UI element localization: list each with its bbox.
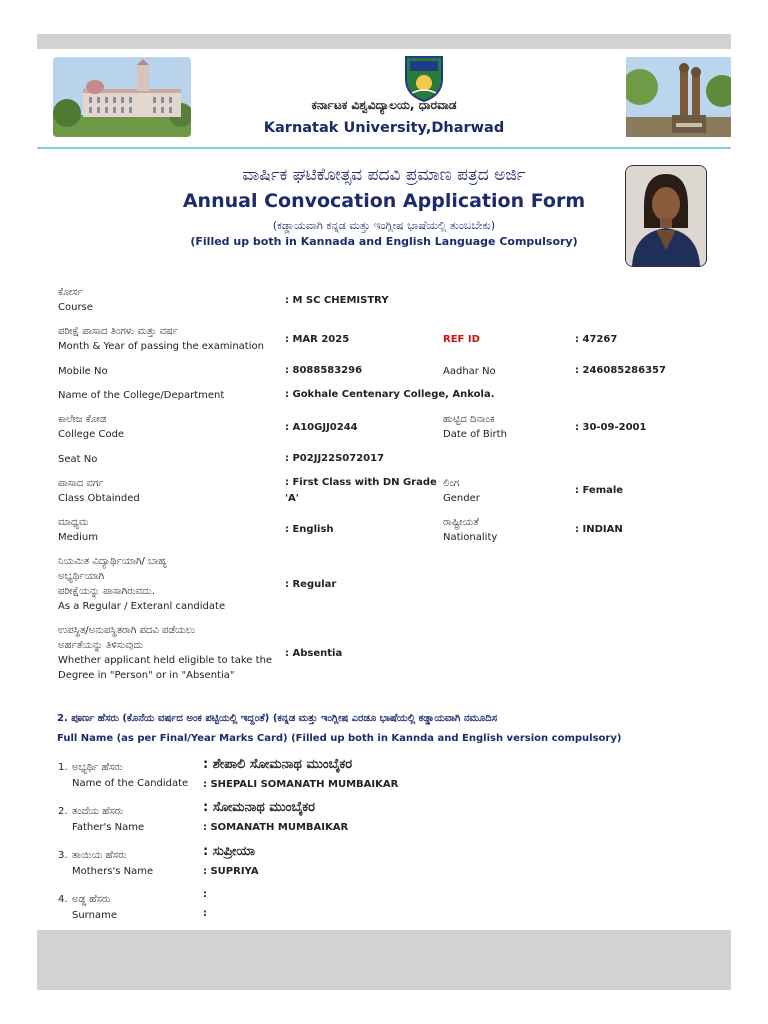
ref-id-label: REF ID [443, 334, 480, 345]
form-title-english: Annual Convocation Application Form [182, 190, 586, 212]
university-logo [402, 53, 446, 103]
nationality-value: : INDIAN [575, 524, 623, 535]
absentia-value: : Absentia [285, 648, 343, 659]
name-item-number: 4. [58, 894, 68, 905]
aadhar-value: : 246085286357 [575, 365, 666, 376]
candidate-name-kannada: : ಶೇಪಾಲಿ ಸೋಮನಾಥ ಮುಂಬೈಕರ [203, 757, 353, 772]
father-name-english: : SOMANATH MUMBAIKAR [203, 822, 349, 833]
mother-name-label: ತಾಯಿಯ ಹೆಸರು Mothers's Name [72, 850, 154, 877]
form-title-kannada: ವಾರ್ಷಿಕ ಘಟಿಕೋತ್ಸವ ಪದವಿ ಪ್ರಮಾಣ ಪತ್ರದ ಅರ್ಜಿ [242, 165, 526, 185]
class-label: ಪಾಸಾದ ವರ್ಗ Class Obtainded [58, 478, 140, 504]
father-name-label: ತಂದೆಯ ಹೆಸರು Father's Name [72, 806, 145, 833]
mother-name-kannada: : ಸುಪ್ರೀಯಾ [203, 844, 255, 859]
top-gray-band [37, 34, 731, 49]
medium-label: ಮಾಧ್ಯಮ Medium [58, 517, 98, 543]
course-label: ಕೋರ್ಸ Course [58, 287, 93, 313]
application-form-page [37, 49, 731, 930]
regular-label: ನಿಯಮಿತ ವಿದ್ಯಾರ್ಥಿಯಾಗಿ/ ಬಾಹ್ಯ ಅಭ್ಯರ್ಥಿಯಾಗಿ ಪರೀಕ್ಷೆಯನ್ನು ಪಾಸಾಗಿರುವದು. As a Regular / Exteranl candidate [58, 556, 226, 612]
header-divider [37, 147, 731, 149]
name-item-number: 2. [58, 806, 68, 817]
mobile-value: : 8088583296 [285, 365, 363, 376]
nationality-label: ರಾಷ್ಟ್ರೀಯತೆ Nationality [443, 517, 498, 543]
form-subtitle-kannada: (ಕಡ್ಡಾಯವಾಗಿ ಕನ್ನಡ ಮತ್ತು ಇಂಗ್ಲೀಷ ಭಾಷೆಯಲ್ಲಿ ತುಂಬಬೇಕು) [272, 219, 496, 232]
seat-no-label: Seat No [58, 454, 98, 465]
class-value: : First Class with DN Grade 'A' [285, 477, 437, 504]
name-item-number: 1. [58, 762, 68, 773]
absentia-label: ಉಪಸ್ಥಿತ/ಅನುಪಸ್ಥಿತರಾಗಿ ಪದವಿ ಪಡೆಯಲು ಅರ್ಹತೆಯನ್ನು ತಿಳಿಸುವುದು Whether applicant held eligible to take the Degree in "Person" or in "Absentia" [58, 625, 273, 681]
regular-value: : Regular [285, 579, 337, 590]
candidate-name-label: ಅಭ್ಯರ್ಥಿ ಹೆಸರು Name of the Candidate [72, 762, 189, 789]
gender-value: : Female [575, 485, 624, 496]
mobile-label: Mobile No [58, 366, 108, 377]
college-code-label: ಕಾಲೇಜ ಕೋಡ College Code [58, 414, 125, 440]
college-name-value: : Gokhale Centenary College, Ankola. [285, 389, 495, 400]
form-subtitle-english: (Filled up both in Kannada and English Language Compulsory) [190, 235, 578, 248]
university-name-kannada: ಕರ್ನಾಟಕ ವಿಶ್ವವಿದ್ಯಾಲಯ, ಧಾರವಾಡ [311, 98, 457, 112]
dob-value: : 30-09-2001 [575, 422, 647, 433]
college-code-value: : A10GJJ0244 [285, 422, 358, 433]
surname-english: : [203, 908, 207, 919]
mother-name-english: : SUPRIYA [203, 866, 259, 877]
candidate-name-english: : SHEPALI SOMANATH MUMBAIKAR [203, 779, 399, 790]
aadhar-label: Aadhar No [443, 366, 496, 377]
section2-heading-kannada: 2. ಪೂರ್ಣ ಹೆಸರು (ಕೊನೆಯ ವರ್ಷದ ಅಂಕ ಪಟ್ಟಿಯಲ್ಲಿ ಇದ್ದಂತೆ) (ಕನ್ನಡ ಮತ್ತು ಇಂಗ್ಲೀಷ ಎರಡೂ ಭಾಷೆಯಲ್ಲಿ ಕಡ್ಡಾಯವಾಗಿ ನಮೂದಿಸ [57, 713, 498, 724]
seat-no-value: : P02JJ22S072017 [285, 453, 385, 464]
surname-label: ಅಡ್ಡ ಹೆಸರು Surname [72, 894, 117, 921]
college-name-label: Name of the College/Department [58, 390, 225, 401]
gender-label: ಲಿಂಗ Gender [443, 478, 480, 504]
month-year-value: : MAR 2025 [285, 334, 350, 345]
course-value: : M SC CHEMISTRY [285, 295, 389, 306]
name-item-number: 3. [58, 850, 68, 861]
father-name-kannada: : ಸೋಮನಾಥ ಮುಂಬೈಕರ [203, 800, 316, 815]
bottom-gray-band [37, 930, 731, 990]
applicant-photo [625, 165, 707, 267]
university-name-english: Karnatak University,Dharwad [263, 120, 505, 136]
ref-id-value: : 47267 [575, 334, 618, 345]
month-year-label: ಪರೀಕ್ಷೆ ಪಾಸಾದ ತಿಂಗಳು ಮತ್ತು ವರ್ಷ Month & Year of passing the examination [58, 326, 264, 352]
surname-kannada: : [203, 889, 207, 900]
dob-label: ಹುಟ್ಟಿದ ದಿನಾಂಕ Date of Birth [443, 414, 507, 440]
section2-heading-english: Full Name (as per Final/Year Marks Card) (Filled up both in Kannda and English version compulsory) [57, 733, 622, 744]
medium-value: : English [285, 524, 334, 535]
